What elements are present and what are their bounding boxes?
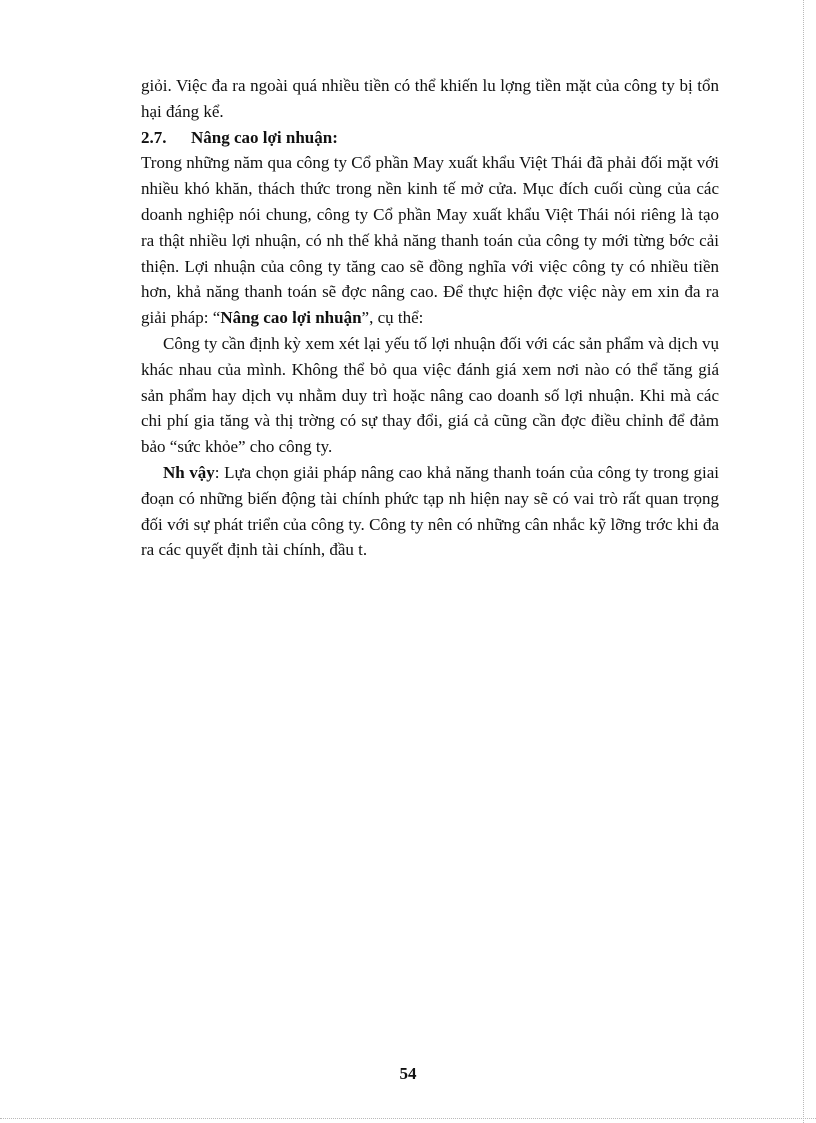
- page-body: [141, 73, 719, 563]
- paragraph-continuation: giỏi. Việc đa ra ngoài quá nhiều tiền có thể khiến lu lợng tiền mặt của công ty bị tổn hại đáng kể.: [141, 76, 719, 121]
- paragraph-detail: Công ty cần định kỳ xem xét lại yếu tố lợi nhuận đối với các sản phẩm và dịch vụ khác nhau của mình. Không thể bỏ qua việc đánh giá xem nơi nào có thể tăng giá sản phẩm hay dịch vụ nhằm duy trì hoặc nâng cao doanh số lợi nhuận. Khi mà các chi phí gia tăng và thị trờng có sự thay đổi, giá cả cũng cần đợc điều chỉnh để đảm bảo “sức khỏe” cho công ty.: [141, 333, 719, 457]
- conclusion-text: : Lựa chọn giải pháp nâng cao khả năng thanh toán của công ty trong giai đoạn có những biến động tài chính phức tạp nh hiện nay sẽ có vai trò rất quan trọng đối với sự phát triển của công ty. Công ty nên có những cân nhắc kỹ lỡng trớc khi đa ra các quyết định tài chính, đầu t.: [141, 462, 720, 560]
- page-frame-bottom: [0, 1118, 816, 1119]
- page-number: 54: [399, 1064, 417, 1083]
- paragraph-conclusion: [141, 460, 719, 563]
- solution-name: Nâng cao lợi nhuận: [220, 308, 362, 328]
- intro-text-end: ”, cụ thể:: [361, 308, 424, 328]
- paragraph-intro: [141, 150, 719, 331]
- section-number: 2.7.: [141, 127, 167, 147]
- page-frame-right: [803, 0, 804, 1123]
- conclusion-lead: Nh vậy: [163, 462, 215, 482]
- section-heading: [141, 125, 719, 151]
- intro-text: Trong những năm qua công ty Cổ phần May xuất khẩu Việt Thái đã phải đối mặt với nhiều khó khăn, thách thức trong nền kinh tế mở cửa. Mục đích cuối cùng của các doanh nghiệp nói chung, công ty Cổ phần May xuất khẩu Việt Thái nói riêng là tạo ra thật nhiều lợi nhuận, có nh thế khả năng thanh toán của công ty mới từng bớc cải thiện. Lợi nhuận của công ty tăng cao sẽ đồng nghĩa với việc công ty có nhiều tiền hơn, khả năng thanh toán sẽ đợc nâng cao. Để thực hiện đợc việc này em xin đa ra giải pháp: “: [141, 153, 719, 328]
- section-title: Nâng cao lợi nhuận:: [191, 127, 338, 147]
